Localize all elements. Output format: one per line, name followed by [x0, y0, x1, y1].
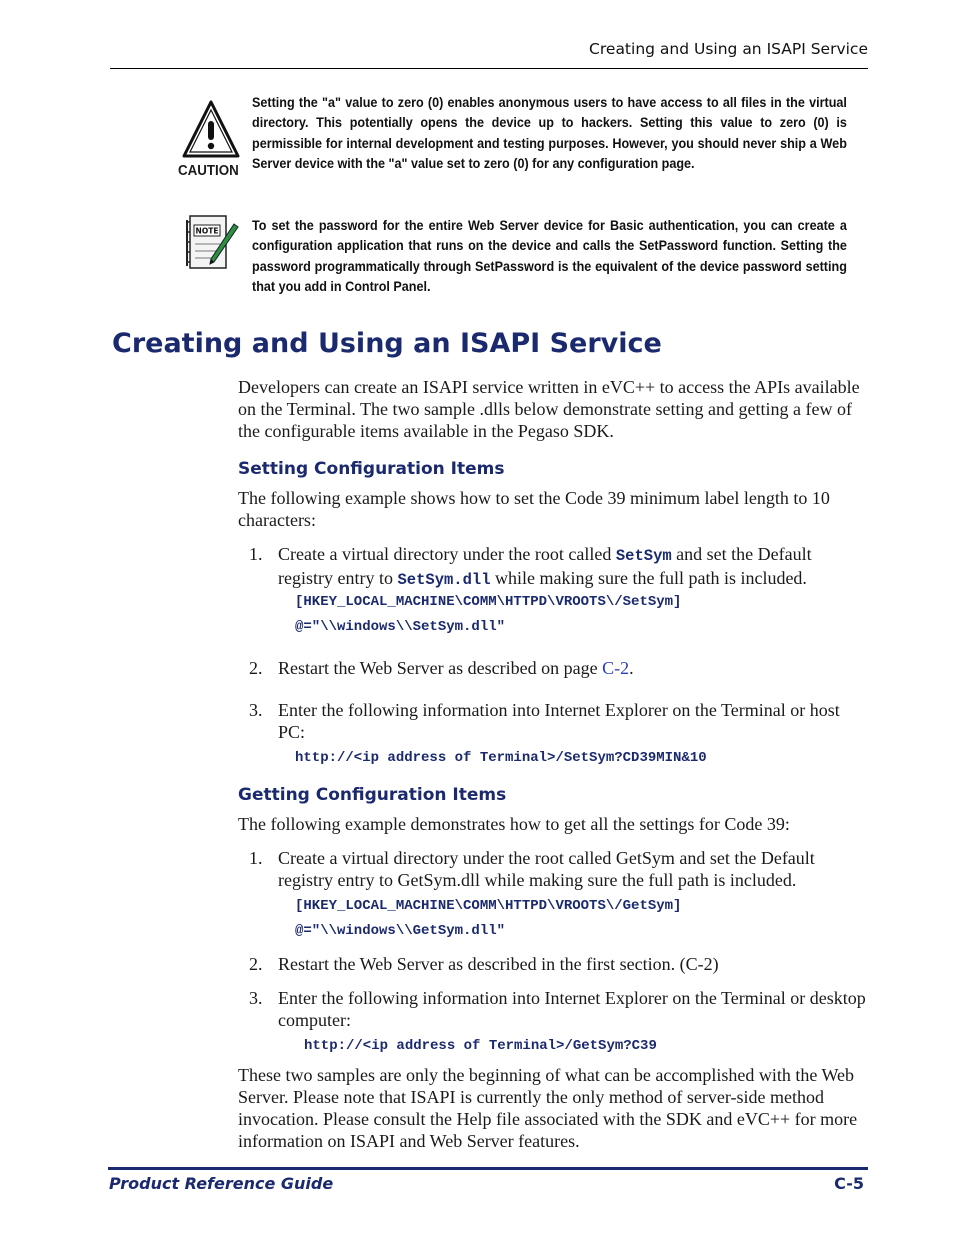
setting-step-2: [249, 657, 870, 679]
step-text-part: Restart the Web Server as described on page: [278, 658, 603, 678]
step-text: Enter the following information into Internet Explorer on the Terminal or host PC:: [278, 700, 840, 742]
note-text: To set the password for the entire Web Server device for Basic authentication, you can create a configuration application that runs on the device and calls the SetPassword function. Setting the password programmatically through SetPassword is the equivalent of the device password setting that you add in Control Panel.: [252, 217, 847, 294]
step-text-part: Create a virtual directory under the root called: [278, 544, 616, 564]
setting-step-1: [249, 543, 870, 591]
step-text-part: .: [629, 658, 634, 678]
setting-registry-key: [HKEY_LOCAL_MACHINE\COMM\HTTPD\VROOTS\/SetSym]: [295, 594, 682, 610]
step-number: 3.: [249, 988, 263, 1008]
footer-page-number: C-5: [834, 1174, 864, 1193]
setting-registry-value: @="\\windows\\SetSym.dll": [295, 619, 506, 635]
step-text: Restart the Web Server as described in the first section. (C-2): [278, 954, 719, 974]
getting-step-2: [249, 953, 870, 975]
step-text-part: while making sure the full path is included.: [490, 568, 807, 588]
step-number: 1.: [249, 848, 263, 868]
setting-url: http://<ip address of Terminal>/SetSym?CD39MIN&10: [295, 750, 707, 766]
getting-registry-value: @="\\windows\\GetSym.dll": [295, 923, 506, 939]
step-text: Enter the following information into Internet Explorer on the Terminal or desktop computer:: [278, 988, 866, 1030]
setting-heading: Setting Configuration Items: [238, 459, 505, 479]
step-number: 2.: [249, 658, 263, 678]
step-number: 3.: [249, 700, 263, 720]
step-text: [278, 657, 870, 679]
step-text: [278, 543, 870, 591]
setting-step-3: [249, 699, 870, 743]
inline-code-setsym: SetSym: [615, 547, 672, 565]
header-divider: [110, 68, 868, 69]
warning-triangle-icon: [180, 99, 242, 161]
closing-paragraph: These two samples are only the beginning of what can be accomplished with the Web Server. Please note that ISAPI is currently the only method of server-side method invocation. Please consult the Help file associated with the SDK and eVC++ for more information on ISAPI and Web Server features.: [238, 1065, 858, 1151]
note-icon-group: [184, 212, 242, 272]
step-text-part: and set the Default registry entry to: [278, 544, 812, 588]
footer-divider: [108, 1167, 868, 1170]
inline-code-setsym-dll: SetSym.dll: [397, 571, 491, 589]
getting-heading: Getting Configuration Items: [238, 785, 507, 805]
getting-url: http://<ip address of Terminal>/GetSym?C39: [304, 1038, 657, 1054]
caution-icon-group: [180, 99, 242, 161]
caution-label: CAUTION: [178, 163, 239, 179]
setting-intro: The following example shows how to set the Code 39 minimum label length to 10 characters:: [238, 488, 830, 530]
getting-step-1: [249, 847, 870, 891]
getting-registry-key: [HKEY_LOCAL_MACHINE\COMM\HTTPD\VROOTS\/GetSym]: [295, 898, 682, 914]
running-header: Creating and Using an ISAPI Service: [589, 40, 868, 58]
getting-intro: The following example demonstrates how to get all the settings for Code 39:: [238, 814, 790, 834]
section-intro: Developers can create an ISAPI service written in eVC++ to access the APIs available on the Terminal. The two sample .dlls below demonstrate setting and getting a few of the configurable items available in the Pegaso SDK.: [238, 377, 860, 441]
page-link-c2[interactable]: C-2: [602, 658, 630, 678]
step-number: 2.: [249, 954, 263, 974]
note-pad-icon: [184, 212, 242, 272]
note-icon-label: NOTE: [195, 226, 219, 236]
getting-step-3: [249, 987, 870, 1031]
caution-text: Setting the "a" value to zero (0) enables anonymous users to have access to all files in the virtual directory. This potentially opens the device up to hackers. Setting this value to zero (0) is permissible for internal development and testing purposes. However, you should never ship a Web Server device with the "a" value set to zero (0) for any configuration page.: [252, 94, 847, 171]
step-number: 1.: [249, 544, 263, 564]
section-title: Creating and Using an ISAPI Service: [112, 328, 662, 359]
footer-guide-title: Product Reference Guide: [109, 1174, 334, 1193]
step-text: Create a virtual directory under the root called GetSym and set the Default registry entry to GetSym.dll while making sure the full path is included.: [278, 848, 815, 890]
